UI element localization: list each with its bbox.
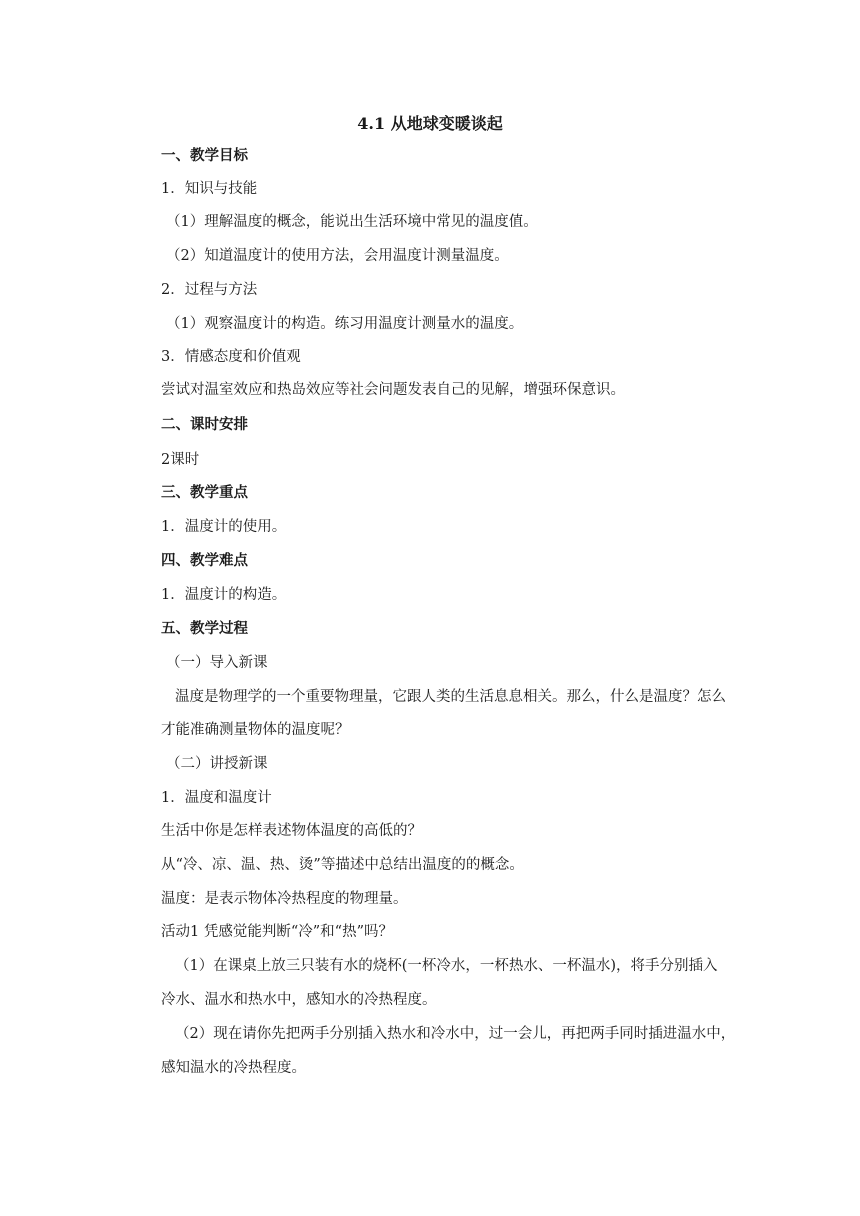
subheading-attitude-values: 3．情感态度和价值观 xyxy=(161,349,301,365)
objective-item: （1）观察温度计的构造。练习用温度计测量水的温度。 xyxy=(166,316,524,332)
paragraph-continued: 才能准确测量物体的温度呢？ xyxy=(161,722,350,738)
subheading-knowledge-skills: 1．知识与技能 xyxy=(161,181,258,197)
section-heading-process: 五、教学过程 xyxy=(161,620,248,637)
section-heading-difficulties: 四、教学难点 xyxy=(161,552,248,569)
paragraph: （2）现在请你先把两手分别插入热水和冷水中，过一会儿，再把两手同时插进温水中， xyxy=(175,1026,736,1042)
paragraph-continued: 感知温水的冷热程度。 xyxy=(161,1060,306,1076)
objective-item: （1）理解温度的概念，能说出生活环境中常见的温度值。 xyxy=(166,214,538,230)
objective-item: （2）知道温度计的使用方法，会用温度计测量温度。 xyxy=(166,248,509,264)
paragraph: 尝试对温室效应和热岛效应等社会问题发表自己的见解，增强环保意识。 xyxy=(161,382,625,398)
paragraph: 1．温度计的使用。 xyxy=(161,519,287,535)
paragraph: （1）在课桌上放三只装有水的烧杯(一杯冷水，一杯热水、一杯温水)，将手分别插入 xyxy=(175,958,718,974)
paragraph: 温度是物理学的一个重要物理量，它跟人类的生活息息相关。那么，什么是温度？怎么 xyxy=(175,689,726,705)
paragraph-continued: 冷水、温水和热水中，感知水的冷热程度。 xyxy=(161,992,437,1008)
document-title: 4.1 从地球变暖谈起 xyxy=(357,114,503,133)
section-heading-schedule: 二、课时安排 xyxy=(161,416,248,433)
paragraph: 2课时 xyxy=(161,452,200,468)
subsection-heading: （二）讲授新课 xyxy=(166,756,268,772)
paragraph: 生活中你是怎样表述物体温度的高低的？ xyxy=(161,823,422,839)
subsection-heading: （一）导入新课 xyxy=(166,655,268,671)
paragraph: 从“冷、凉、温、热、烫”等描述中总结出温度的的概念。 xyxy=(161,857,524,873)
section-heading-key-points: 三、教学重点 xyxy=(161,484,248,501)
activity-heading: 活动1 凭感觉能判断“冷”和“热”吗？ xyxy=(161,924,393,940)
paragraph: 1．温度计的构造。 xyxy=(161,587,287,603)
paragraph: 温度：是表示物体冷热程度的物理量。 xyxy=(161,891,408,907)
subheading-process-method: 2．过程与方法 xyxy=(161,282,258,298)
section-heading-objectives: 一、教学目标 xyxy=(161,147,248,164)
subheading-temperature: 1．温度和温度计 xyxy=(161,790,272,806)
